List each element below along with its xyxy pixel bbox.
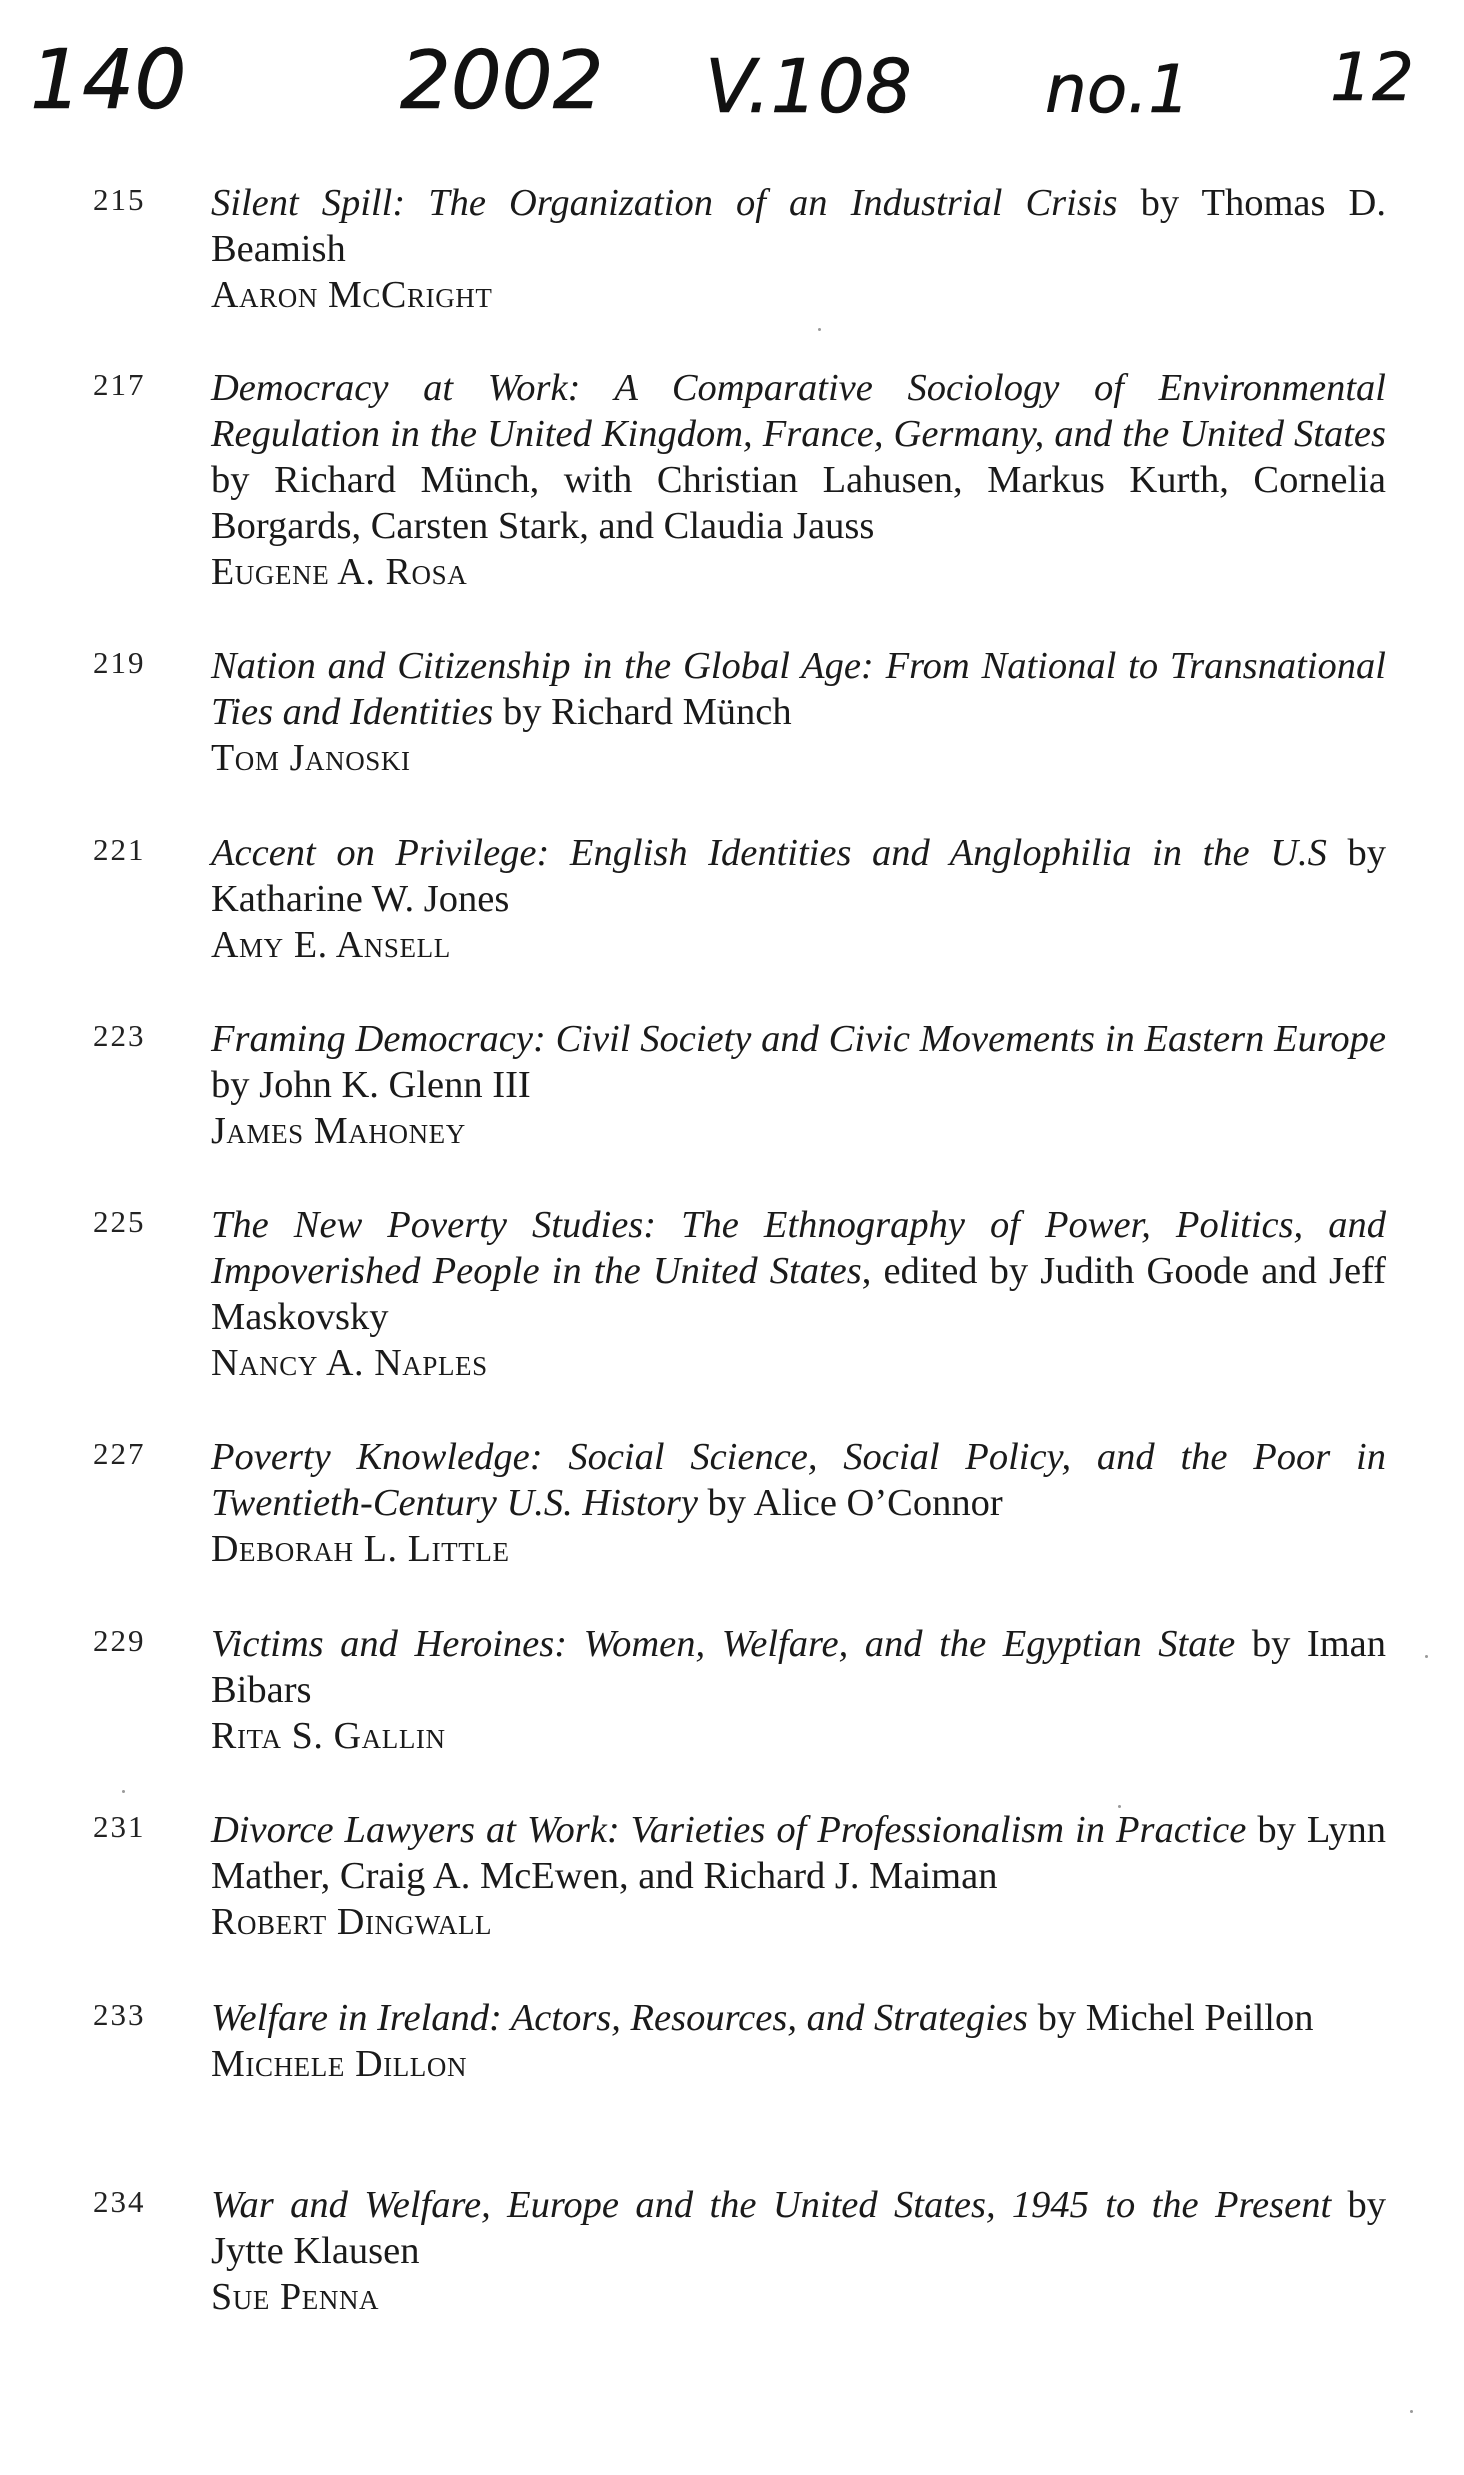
scan-speck (1118, 1805, 1121, 1808)
reviewer-name: Tom Janoski (211, 737, 411, 779)
reviewer-name: Robert Dingwall (211, 1901, 493, 1943)
entry-page-number: 217 (93, 367, 146, 402)
book-byline: by Katharine W. Jones (211, 832, 1386, 920)
entry-page-number: 229 (93, 1623, 146, 1658)
book-title: Divorce Lawyers at Work: Varieties of Professionalism in Practice (211, 1809, 1247, 1851)
reviewer-name: Sue Penna (211, 2276, 380, 2318)
book-byline: by John K. Glenn III (211, 1064, 531, 1106)
entry-text (211, 1807, 1386, 1945)
entry-text (211, 643, 1386, 781)
handwritten-annotation (0, 0, 1464, 160)
entry-page-number: 231 (93, 1809, 146, 1844)
entry-text (211, 1995, 1386, 2087)
book-byline: , edited by Judith Goode and Jeff Maskovsky (211, 1250, 1386, 1338)
handwritten-year: 2002 (400, 34, 604, 127)
reviewer-name: James Mahoney (211, 1110, 466, 1152)
reviewer-name: Aaron McCright (211, 274, 493, 316)
book-title: Silent Spill: The Organization of an Industrial Crisis (211, 182, 1118, 224)
entry-page-number: 215 (93, 182, 146, 217)
entry-page-number: 234 (93, 2184, 146, 2219)
book-title: War and Welfare, Europe and the United States, 1945 to the Present (211, 2184, 1332, 2226)
book-byline: by Thomas D. Beamish (211, 182, 1386, 270)
book-byline: by Alice O’Connor (697, 1482, 1003, 1524)
book-byline: by Richard Münch, with Christian Lahusen, Markus Kurth, Cornelia Borgards, Carsten Stark, and Claudia Jauss (211, 459, 1386, 547)
entry-page-number: 223 (93, 1018, 146, 1053)
reviewer-name: Eugene A. Rosa (211, 551, 468, 593)
entry-text (211, 365, 1386, 595)
book-byline: by Michel Peillon (1027, 1997, 1314, 2039)
entry-page-number: 233 (93, 1997, 146, 2032)
book-title: Accent on Privilege: English Identities and Anglophilia in the U.S (211, 832, 1327, 874)
entry-page-number: 221 (93, 832, 146, 867)
book-title: Nation and Citizenship in the Global Age: From National to Transnational Ties and Identities (211, 645, 1386, 733)
book-title: Poverty Knowledge: Social Science, Social Policy, and the Poor in Twentieth-Century U.S. History (211, 1436, 1386, 1524)
entry-text (211, 180, 1386, 318)
entry-text (211, 1621, 1386, 1759)
book-title: Victims and Heroines: Women, Welfare, and the Egyptian State (211, 1623, 1236, 1665)
entry-text (211, 830, 1386, 968)
reviewer-name: Amy E. Ansell (211, 924, 451, 966)
book-byline: by Iman Bibars (211, 1623, 1386, 1711)
scan-speck (122, 1790, 125, 1793)
book-byline: by Jytte Klausen (211, 2184, 1387, 2272)
handwritten-call-number: 140 (30, 33, 187, 128)
book-title: Welfare in Ireland: Actors, Resources, and Strategies (211, 1997, 1028, 2039)
entry-page-number: 227 (93, 1436, 146, 1471)
book-byline: by Richard Münch (493, 691, 792, 733)
entry-text (211, 1016, 1386, 1154)
reviewer-name: Nancy A. Naples (211, 1342, 488, 1384)
entry-page-number: 225 (93, 1204, 146, 1239)
book-title: Framing Democracy: Civil Society and Civic Movements in Eastern Europe (211, 1018, 1386, 1060)
handwritten-volume: V.108 (705, 44, 912, 130)
scan-speck (1425, 1655, 1428, 1658)
scan-speck (818, 328, 821, 331)
book-title: The New Poverty Studies: The Ethnography of Power, Politics, and Impoverished People in the United States (211, 1204, 1386, 1292)
entry-text (211, 1202, 1386, 1386)
book-byline: by Lynn Mather, Craig A. McEwen, and Richard J. Maiman (211, 1809, 1386, 1897)
entry-text (211, 2182, 1386, 2320)
handwritten-mark: 12 (1330, 39, 1414, 116)
reviewer-name: Rita S. Gallin (211, 1715, 446, 1757)
handwritten-issue: no.1 (1045, 51, 1191, 128)
book-title: Democracy at Work: A Comparative Sociology of Environmental Regulation in the United Kingdom, France, Germany, and the United States (211, 367, 1386, 455)
reviewer-name: Michele Dillon (211, 2043, 468, 2085)
entry-text (211, 1434, 1386, 1572)
reviewer-name: Deborah L. Little (211, 1528, 510, 1570)
entry-page-number: 219 (93, 645, 146, 680)
scan-speck (1410, 2410, 1413, 2413)
